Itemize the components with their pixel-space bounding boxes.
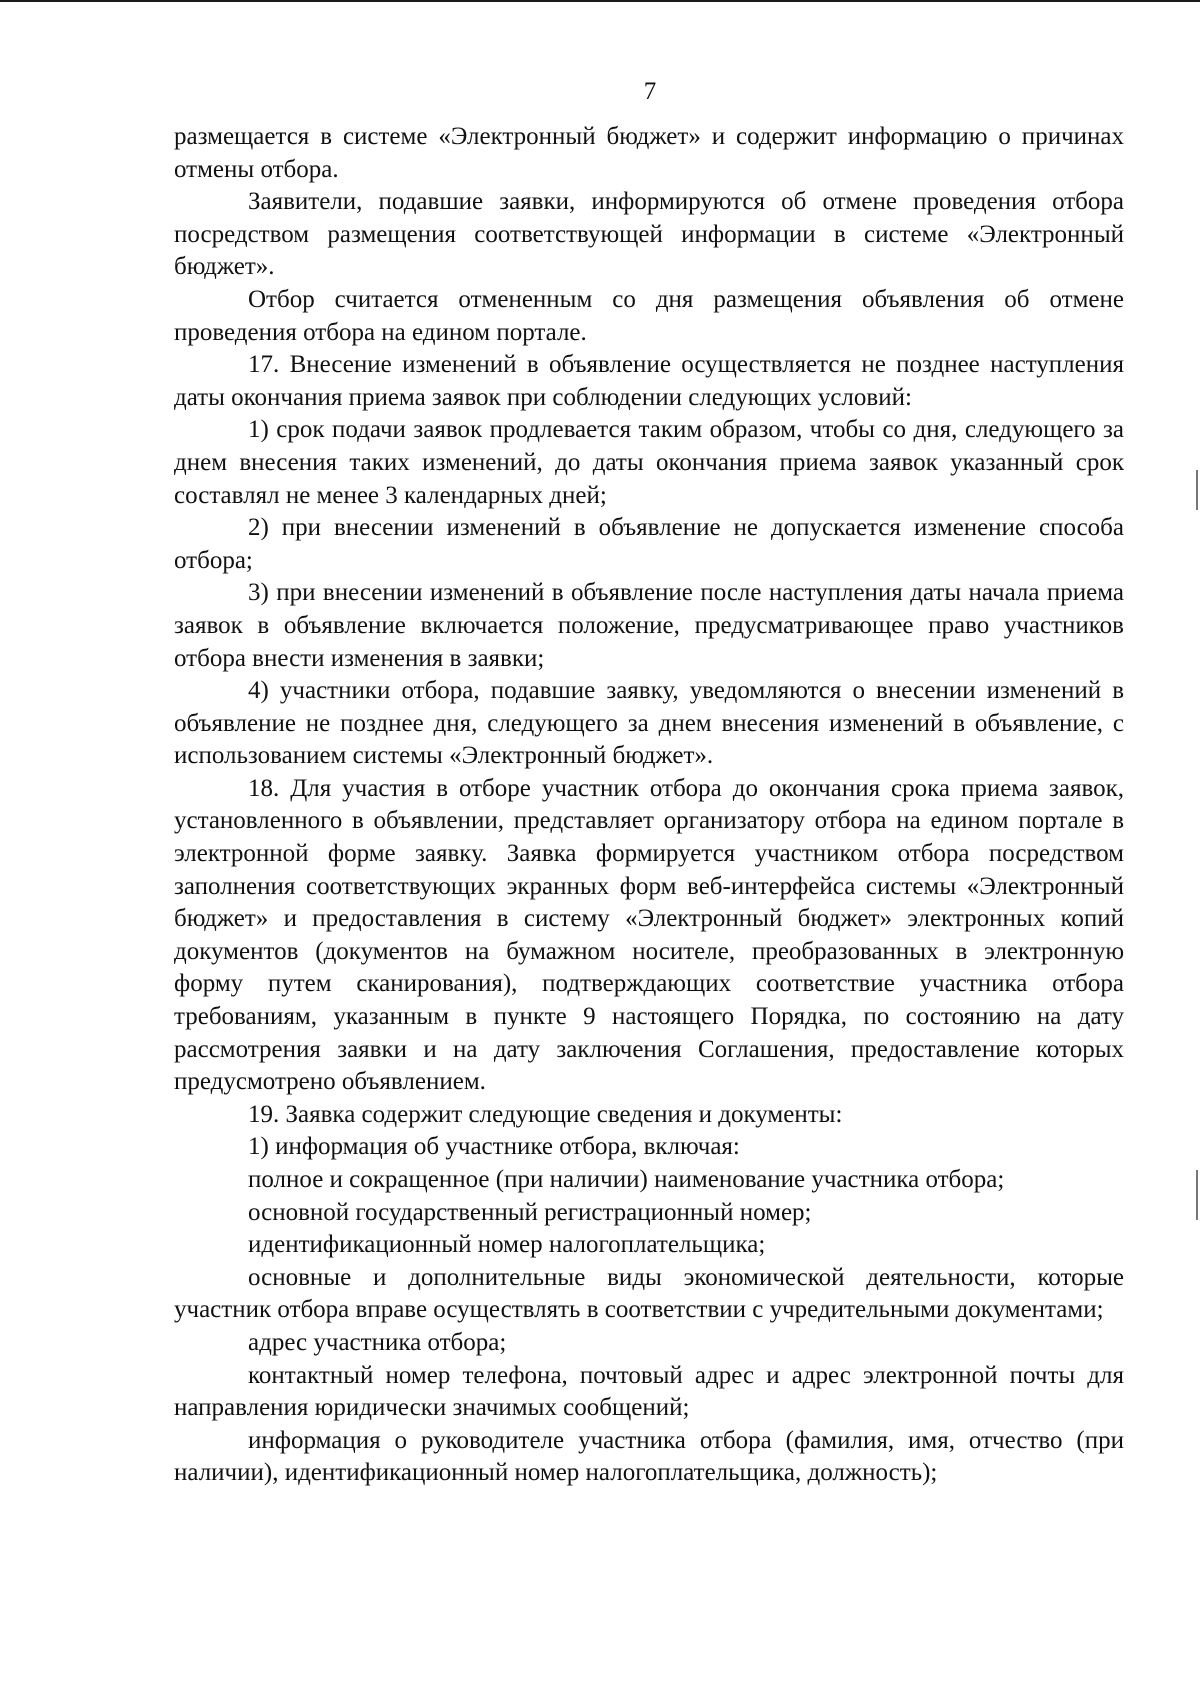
- paragraph: 18. Для участия в отборе участник отбора до окончания срока приема заявок, установленного в объявлении, представляет организатору отбора на едином портале в электронной форме заявку. Заявка формируется участником отбора посредством заполнения соответствующих экранных форм веб-интерфейса системы «Электронный бюджет» и предоставления в систему «Электронный бюджет» электронных копий документов (документов на бумажном носителе, преобразованных в электронную форму путем сканирования), подтверждающих соответствие участника отбора требованиям, указанным в пункте 9 настоящего Порядка, по состоянию на дату рассмотрения заявки и на дату заключения Соглашения, предоставление которых предусмотрено объявлением.: [174, 774, 1124, 1096]
- paragraph: Заявители, подавшие заявки, информируются об отмене проведения отбора посредством размещения соответствующей информации в системе «Электронный бюджет».: [174, 188, 1124, 281]
- paragraph: 1) информация об участнике отбора, включая:: [248, 1133, 740, 1161]
- paragraph: 2) при внесении изменений в объявление не допускается изменение способа отбора;: [174, 514, 1124, 574]
- paragraph: идентификационный номер налогоплательщика;: [248, 1231, 766, 1259]
- paragraph: адрес участника отбора;: [248, 1328, 507, 1356]
- page-number: 7: [643, 78, 657, 105]
- paragraph: Отбор считается отмененным со дня размещения объявления об отмене проведения отбора на едином портале.: [174, 285, 1124, 346]
- scan-mark-right: [1196, 470, 1198, 510]
- paragraph: размещается в системе «Электронный бюджет» и содержит информацию о причинах отмены отбора.: [174, 123, 1124, 183]
- scan-mark-right: [1196, 1170, 1198, 1220]
- paragraph: полное и сокращенное (при наличии) наименование участника отбора;: [248, 1166, 1005, 1193]
- paragraph: 4) участники отбора, подавшие заявку, уведомляются о внесении изменений в объявление не позднее дня, следующего за днем внесения изменений в объявление, с использованием системы «Электронный бюджет».: [174, 677, 1124, 770]
- paragraph: 19. Заявка содержит следующие сведения и документы:: [248, 1100, 843, 1128]
- scan-top-edge: [0, 0, 1200, 2]
- paragraph: основной государственный регистрационный номер;: [248, 1198, 812, 1226]
- paragraph: контактный номер телефона, почтовый адрес и адрес электронной почты для направления юридически значимых сообщений;: [174, 1361, 1124, 1422]
- paragraph: основные и дополнительные виды экономической деятельности, которые участник отбора вправе осуществлять в соответствии с учредительными документами;: [174, 1263, 1124, 1324]
- paragraph: информация о руководителе участника отбора (фамилия, имя, отчество (при наличии), идентификационный номер налогоплательщика, должность);: [174, 1426, 1124, 1487]
- paragraph: 1) срок подачи заявок продлевается таким образом, чтобы со дня, следующего за днем внесения таких изменений, до даты окончания приема заявок указанный срок составлял не менее 3 календарных дней;: [174, 416, 1124, 509]
- paragraph: 17. Внесение изменений в объявление осуществляется не позднее наступления даты окончания приема заявок при соблюдении следующих условий:: [174, 351, 1124, 411]
- paragraph: 3) при внесении изменений в объявление после наступления даты начала приема заявок в объявление включается положение, предусматривающее право участников отбора внести изменения в заявки;: [174, 579, 1124, 672]
- document-body: [174, 121, 1124, 1490]
